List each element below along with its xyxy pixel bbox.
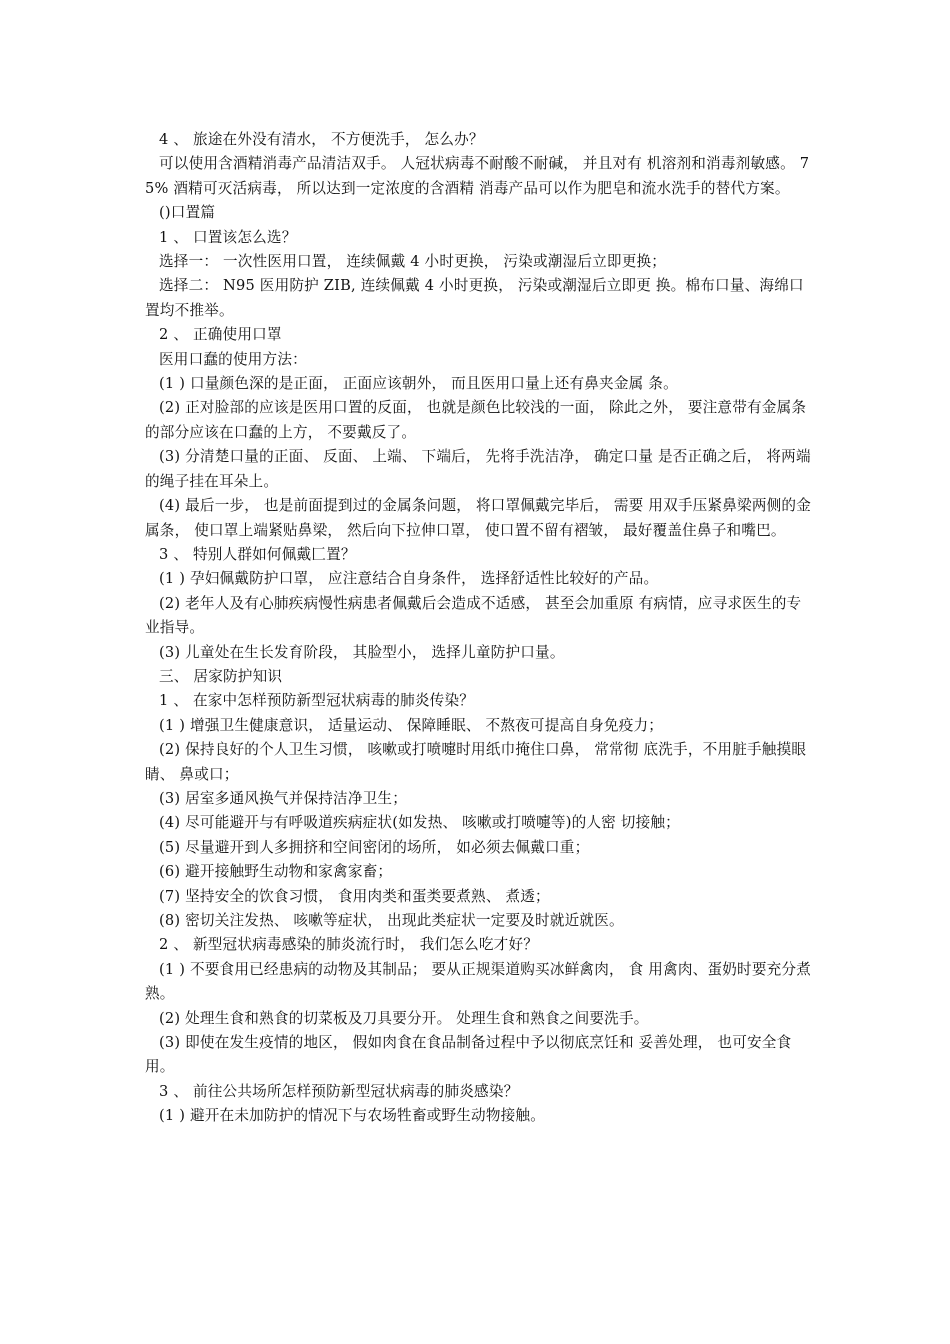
text-paragraph: 1 、 在家中怎样预防新型冠状病毒的肺炎传染？	[159, 692, 475, 710]
section-heading: 三、 居家防护知识	[159, 667, 283, 685]
text-paragraph: (2) 保持良好的个人卫生习惯， 咳嗽或打喷嚏时用纸巾掩住口鼻， 常常彻 底洗手，不用脏手触摸眼睛、 鼻或口；	[145, 741, 807, 783]
text-paragraph: 4 、 旅途在外没有清水， 不方便洗手， 怎么办？	[159, 131, 484, 148]
text-paragraph: (5) 尽量避开到人多拥挤和空间密闭的场所， 如必须去佩戴口重；	[159, 838, 590, 856]
text-paragraph: 1 、 口置该怎么选？	[159, 228, 297, 246]
text-paragraph: 可以使用含酒精消毒产品清洁双手。 人冠状病毒不耐酸不耐碱， 并且对有 机溶剂和消毒剂敏感。 75% 酒精可灭活病毒， 所以达到一定浓度的含酒精 消毒产品可以作为肥皂和流水洗手的替代方案。	[145, 155, 810, 197]
text-paragraph: 医用口蠢的使用方法：	[159, 350, 307, 368]
text-paragraph: (1 ) 不要食用已经患病的动物及其制品； 要从正规渠道购买冰鲜禽肉， 食 用禽肉、蛋奶时要充分煮熟。	[145, 960, 812, 1003]
text-paragraph: (6) 避开接触野生动物和家禽家畜；	[159, 863, 393, 881]
text-paragraph: (4) 尽可能避开与有呼吸道疾病症状(如发热、 咳嗽或打喷嚏等)的人密 切接触；	[159, 814, 680, 832]
text-paragraph: 选择一： 一次性医用口置， 连续佩戴 4 小时更换， 污染或潮湿后立即更换；	[159, 253, 667, 271]
text-paragraph: (3) 即使在发生疫情的地区， 假如肉食在食品制备过程中予以彻底烹饪和 妥善处理， 也可安全食用。	[145, 1034, 792, 1076]
text-paragraph: (7) 坚持安全的饮食习惯， 食用肉类和蛋类要煮熟、 煮透；	[159, 887, 550, 905]
text-paragraph: 2 、 正确使用口罩	[159, 326, 282, 344]
text-paragraph: (1 ) 增强卫生健康意识， 适量运动、 保障睡眠、 不熬夜可提高自身免疫力；	[159, 716, 664, 734]
text-paragraph: 2 、 新型冠状病毒感染的肺炎流行时， 我们怎么吃才好？	[159, 936, 539, 954]
text-paragraph: (2) 老年人及有心肺疾病慢性病患者佩戴后会造成不适感， 甚至会加重原 有病情，应寻求医生的专业指导。	[145, 594, 802, 637]
text-paragraph: (3) 分清楚口量的正面、 反面、 上端、 下端后， 先将手洗洁净， 确定口量 是否正确之后， 将两端的绳子挂在耳朵上。	[145, 448, 811, 490]
text-paragraph: (2) 正对脸部的应该是医用口置的反面， 也就是颜色比较浅的一面， 除此之外， 要注意带有金属条的部分应该在口蠢的上方， 不要戴反了。	[145, 399, 807, 441]
text-paragraph: (1 ) 孕妇佩戴防护口罩， 应注意结合自身条件， 选择舒适性比较好的产品。	[159, 570, 659, 588]
text-paragraph: (3) 儿童处在生长发育阶段， 其脸型小， 选择儿童防护口量。	[159, 643, 565, 661]
text-paragraph: 选择二： N95 医用防护 ZIB, 连续佩戴 4 小时更换， 污染或潮湿后立即更 换。棉布口量、海绵口置均不推举。	[145, 277, 804, 319]
text-paragraph: (1 ) 口量颜色深的是正面， 正面应该朝外， 而且医用口量上还有鼻夹金属 条。	[159, 375, 678, 393]
text-paragraph: 3 、 特别人群如何佩戴匚置？	[159, 545, 356, 563]
document-body	[145, 128, 813, 1129]
section-heading: ()口置篇	[159, 204, 216, 222]
text-paragraph: (8) 密切关注发热、 咳嗽等症状， 出现此类症状一定要及时就近就医。	[159, 912, 624, 929]
text-paragraph: (2) 处理生食和熟食的切菜板及刀具要分开。 处理生食和熟食之间要洗手。	[159, 1009, 649, 1027]
text-paragraph: 3 、 前往公共场所怎样预防新型冠状病毒的肺炎感染？	[159, 1082, 519, 1100]
text-paragraph: (3) 居室多通风换气并保持洁净卫生；	[159, 789, 408, 807]
text-paragraph: (1 ) 避开在未加防护的情况下与农场牲畜或野生动物接触。	[159, 1107, 546, 1125]
text-paragraph: (4) 最后一步， 也是前面提到过的金属条问题， 将口罩佩戴完毕后， 需要 用双手压紧鼻梁两侧的金属条， 使口罩上端紧贴鼻梁， 然后向下拉伸口罩， 使口置不留有褶皱， 最好覆盖住鼻子和嘴巴。	[145, 497, 812, 539]
